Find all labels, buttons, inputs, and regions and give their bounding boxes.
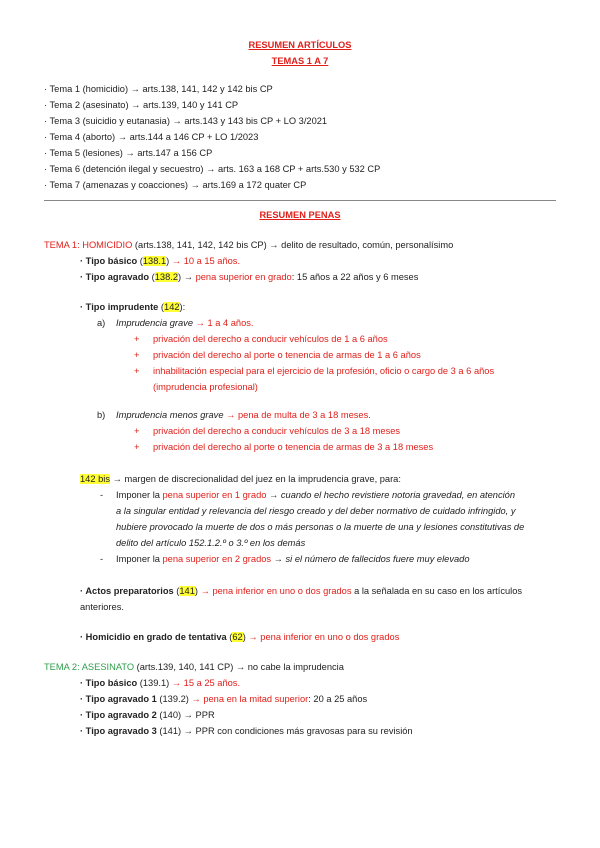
highlight-art: 62 [232,632,243,642]
highlight-art: 138.1 [142,256,167,266]
actos-line: · Actos preparatorios (141) → pena inferior en uno o dos grados a la señalada en su caso en los artículos [80,586,523,596]
tipo-agravado-label: · Tipo agravado 2 [80,710,157,720]
actos-line-2: anteriores. [80,602,124,612]
dash-mark: - [100,554,104,564]
art-ref: (139.1) [137,678,172,688]
pena-text: → pena de multa de 3 a 18 meses. [226,410,371,420]
tema2-title: TEMA 2: ASESINATO [44,662,135,672]
plus-mark: + [134,366,140,376]
imprudencia-menos-grave-line [116,410,371,421]
text: Imponer la [116,554,163,564]
plus-mark: + [134,334,140,344]
plus-mark: + [134,426,140,436]
list-item: · Tema 1 (homicidio) → arts.138, 141, 142 y 142 bis CP [44,84,273,94]
document-subtitle: TEMAS 1 A 7 [271,56,329,66]
letter-b: b) [97,410,106,420]
tema1-heading [44,240,453,251]
italic-text: si el número de fallecidos fuere muy elevado [285,554,470,564]
t2-agravado3-line [80,726,413,737]
pena-text: → pena en la mitad superior [191,694,309,704]
dash-mark: - [100,490,104,500]
italic-text: hubiere provocado la muerte de dos o más personas o la muerte de una y lesiones constitutivas de [116,522,525,532]
arrow: → [183,272,193,282]
pena-text: pena superior en grado [195,272,292,282]
list-item: · Tema 6 (detención ilegal y secuestro) → arts. 163 a 168 CP + arts.530 y 532 CP [44,164,381,174]
pena-text: → pena inferior en uno o dos grados [248,632,400,642]
pena-text: → 15 a 25 años. [171,678,241,688]
highlight-art: 138.2 [154,272,179,282]
pena-text: → pena inferior en uno o dos grados [200,586,352,596]
tipo-agravado-label: · Tipo agravado 3 [80,726,157,736]
highlight-art: 142 [164,302,180,312]
tipo-basico-line: · Tipo básico (138.1) → 10 a 15 años. [80,256,241,266]
tipo-basico-label: · Tipo básico [80,678,138,688]
list-item: privación del derecho a conducir vehículos de 1 a 6 años [153,334,388,344]
tema1-title: TEMA 1: HOMICIDIO [44,240,133,250]
list-item: · Tema 7 (amenazas y coacciones) → arts.169 a 172 quater CP [44,180,307,190]
pena-rest: : 15 años a 22 años y 6 meses [291,272,419,282]
italic-text: delito del artículo 152.1.2.º o 3.º en los demás [116,538,306,548]
tipo-imprudente-line: · Tipo imprudente (142): [80,302,186,312]
pena-text: → 1 a 4 años. [195,318,254,328]
imprudencia-grave-label: Imprudencia grave [116,318,193,328]
text: Imponer la [116,490,163,500]
bis-line [80,474,401,485]
plus-mark: + [134,442,140,452]
list-item: · Tema 3 (suicidio y eutanasia) → arts.143 y 143 bis CP + LO 3/2021 [44,116,328,126]
tema1-desc: (arts.138, 141, 142, 142 bis CP) → delito de resultado, común, personalísimo [132,240,454,250]
pena-rest: : 20 a 25 años [308,694,368,704]
list-item: privación del derecho al porte o tenencia de armas de 3 a 18 meses [153,442,434,452]
highlight-art: 141 [179,586,195,596]
letter-a: a) [97,318,106,328]
text: a la señalada en su caso en los artículos [351,586,523,596]
list-item: inhabilitación especial para el ejercicio de la profesión, oficio o cargo de 3 a 6 años [153,366,495,376]
t2-agravado2-line [80,710,215,721]
text: → [266,490,281,500]
list-item: (imprudencia profesional) [153,382,258,392]
imprudencia-grave-line [116,318,253,329]
tema2-desc: (arts.139, 140, 141 CP) → no cabe la imprudencia [134,662,344,672]
tentativa-label: · Homicidio en grado de tentativa [80,632,227,642]
list-item: privación del derecho a conducir vehículos de 3 a 18 meses [153,426,401,436]
list-item: · Tema 5 (lesiones) → arts.147 a 156 CP [44,148,213,158]
tipo-agravado-label: · Tipo agravado [80,272,150,282]
bis1-line [116,490,515,501]
list-item: privación del derecho al porte o tenencia de armas de 1 a 6 años [153,350,421,360]
t2-basico-line [80,678,240,689]
tipo-imprudente-label: · Tipo imprudente [80,302,159,312]
tipo-agravado-label: · Tipo agravado 1 [80,694,157,704]
document-title: RESUMEN ARTÍCULOS [248,40,352,50]
list-item: · Tema 4 (aborto) → arts.144 a 146 CP + LO 1/2023 [44,132,259,142]
text: → [271,554,286,564]
actos-label: · Actos preparatorios [80,586,174,596]
t2-agravado1-line [80,694,367,705]
plus-mark: + [134,350,140,360]
list-item: · Tema 2 (asesinato) → arts.139, 140 y 141 CP [44,100,239,110]
pena-text: → 10 a 15 años. [171,256,241,266]
italic-text: a la singular entidad y relevancia del riesgo creado y del deber normativo de cuidado infringido, y [116,506,516,516]
tentativa-line: · Homicidio en grado de tentativa (62) → pena inferior en uno o dos grados [80,632,400,642]
section-divider [44,200,556,201]
tema2-heading [44,662,344,673]
highlight-art: 142 bis [80,474,110,484]
tipo-basico-label: · Tipo básico [80,256,138,266]
tipo-agravado-line: · Tipo agravado (138.2) → pena superior en grado: 15 años a 22 años y 6 meses [80,272,419,282]
imprudencia-menos-grave-label: Imprudencia menos grave [116,410,224,420]
pena-text: pena superior en 2 grados [162,554,272,564]
art-ref: (139.2) [156,694,192,704]
penas-title: RESUMEN PENAS [259,210,341,220]
italic-text: cuando el hecho revistiere notoria gravedad, en atención [280,490,516,500]
pena-text: pena superior en 1 grado [162,490,267,500]
bis-desc: → margen de discrecionalidad del juez en la imprudencia grave, para: [109,474,401,484]
pena-rest: (141) → PPR con condiciones más gravosas para su revisión [156,726,413,736]
pena-rest: (140) → PPR [156,710,215,720]
bis2-line [116,554,470,565]
